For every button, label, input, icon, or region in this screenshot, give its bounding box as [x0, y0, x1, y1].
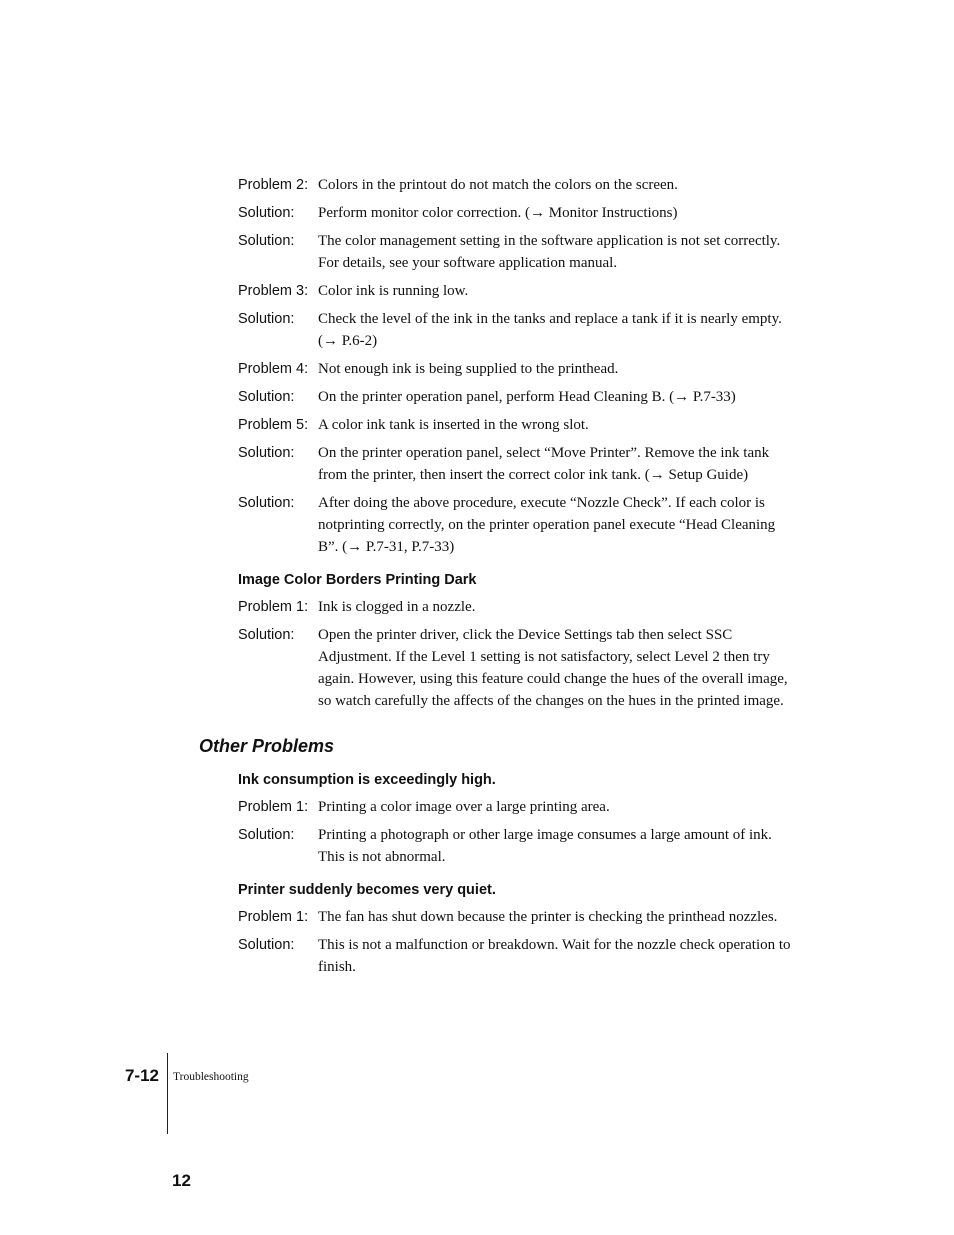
solution-entry: [238, 824, 798, 868]
section-color-mismatch: [238, 174, 798, 558]
entry-label: Problem 5:: [238, 417, 309, 433]
footer-divider: [167, 1053, 168, 1134]
entry-text: Color ink is running low.: [318, 283, 469, 299]
entry-label: Problem 1:: [238, 799, 309, 815]
solution-entry: [238, 492, 798, 558]
entry-label: Solution:: [238, 233, 295, 249]
solution-entry: [238, 230, 798, 274]
section-ink-consumption: [238, 770, 798, 868]
entry-text: Check the level of the ink in the tanks and replace a tank if it is nearly empty. (→ P.6-2): [318, 311, 782, 349]
entry-label: Problem 1:: [238, 909, 309, 925]
solution-entry: [238, 934, 798, 978]
entry-label: Solution:: [238, 627, 295, 643]
solution-entry: [238, 442, 798, 486]
entry-label: Problem 4:: [238, 361, 309, 377]
sub-heading: Printer suddenly becomes very quiet.: [238, 882, 496, 898]
entry-text: On the printer operation panel, select “Move Printer”. Remove the ink tank from the printer, then insert the correct color ink tank. (→ Setup Guide): [318, 445, 770, 483]
entry-text: The color management setting in the software application is not set correctly. For details, see your software application manual.: [318, 233, 781, 271]
entry-label: Solution:: [238, 937, 295, 953]
section-printer-quiet: [238, 880, 798, 978]
entry-label: Problem 2:: [238, 177, 309, 193]
entry-label: Solution:: [238, 445, 295, 461]
entry-text: On the printer operation panel, perform Head Cleaning B. (→ P.7-33): [318, 389, 736, 405]
entry-label: Solution:: [238, 495, 295, 511]
entry-label: Problem 1:: [238, 599, 309, 615]
section-heading-other-problems: Other Problems: [199, 736, 335, 756]
entry-label: Problem 3:: [238, 283, 309, 299]
chapter-page-number: 7-12: [124, 1066, 159, 1085]
entry-label: Solution:: [238, 205, 295, 221]
solution-entry: [238, 386, 798, 408]
entry-text: The fan has shut down because the printer is checking the printhead nozzles.: [318, 909, 778, 925]
entry-text: A color ink tank is inserted in the wrong slot.: [318, 417, 589, 433]
page-number: 12: [172, 1171, 191, 1190]
problem-entry: [238, 796, 798, 818]
problem-entry: [238, 280, 798, 302]
problem-entry: [238, 174, 798, 196]
entry-text: Colors in the printout do not match the colors on the screen.: [318, 177, 678, 193]
entry-text: Not enough ink is being supplied to the printhead.: [318, 361, 619, 377]
problem-entry: [238, 596, 798, 618]
footer-section-label: Troubleshooting: [173, 1071, 249, 1083]
entry-label: Solution:: [238, 389, 295, 405]
entry-text: Open the printer driver, click the Device Settings tab then select SSC Adjustment. If the Level 1 setting is not satisfactory, select Level 2 then try again. However, using this feature could change the hues of the overall image, so watch carefully the affects of the changes on the hues in the printed image.: [318, 627, 788, 709]
entry-label: Solution:: [238, 311, 295, 327]
solution-entry: [238, 202, 798, 224]
sub-heading: Image Color Borders Printing Dark: [238, 572, 477, 588]
entry-text: This is not a malfunction or breakdown. Wait for the nozzle check operation to finish.: [318, 937, 791, 975]
entry-text: Ink is clogged in a nozzle.: [318, 599, 476, 615]
solution-entry: [238, 624, 798, 712]
entry-text: Printing a photograph or other large image consumes a large amount of ink. This is not abnormal.: [318, 827, 772, 865]
solution-entry: [238, 308, 798, 352]
section-image-color-borders: [238, 570, 798, 712]
problem-entry: [238, 414, 798, 436]
entry-label: Solution:: [238, 827, 295, 843]
problem-entry: [238, 358, 798, 380]
entry-text: After doing the above procedure, execute “Nozzle Check”. If each color is notprinting correctly, on the printer operation panel execute “Head Cleaning B”. (→ P.7-31, P.7-33): [318, 495, 776, 555]
entry-text: Perform monitor color correction. (→ Monitor Instructions): [318, 205, 678, 221]
sub-heading: Ink consumption is exceedingly high.: [238, 772, 496, 788]
page-content: [199, 174, 798, 984]
page-footer: [0, 1053, 954, 1135]
problem-entry: [238, 906, 798, 928]
entry-text: Printing a color image over a large printing area.: [318, 799, 610, 815]
